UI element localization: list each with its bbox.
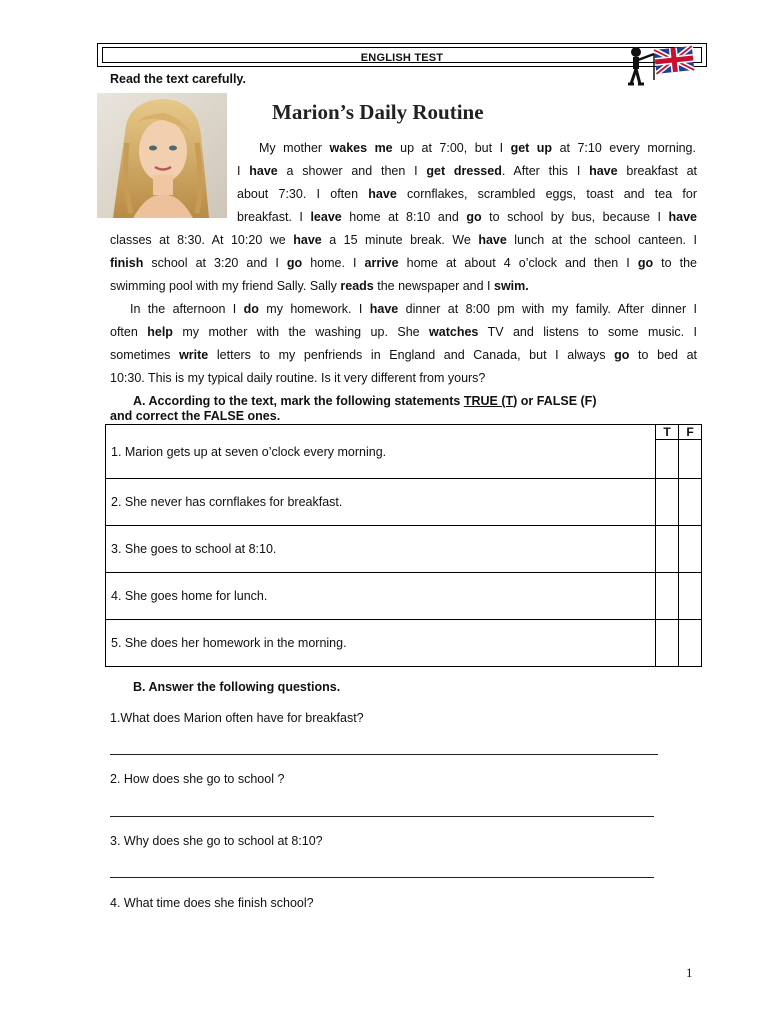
stick-figure-with-uk-flag-icon [624,44,696,90]
reading-line [110,367,485,390]
text-segment: up at 7:00, but I [392,141,511,155]
reading-title: Marion’s Daily Routine [272,100,484,124]
bold-verb: swim. [494,279,529,293]
reading-line [259,137,696,160]
text-segment: sometimes [110,348,180,362]
bold-verb: have [368,187,397,201]
question-1: 1.What does Marion often have for breakfast? [110,711,364,725]
text-segment: home. I [302,256,365,270]
text-segment: dinner at 8:00 pm with my family. After dinner I [398,302,697,316]
bold-verb: leave [310,210,342,224]
bold-verb: write [179,348,209,362]
text-segment: to bed at [629,348,698,362]
reading-line [110,275,529,298]
bold-verb: do [243,302,259,316]
answer-box-true[interactable] [656,526,679,573]
reading-line [130,298,697,321]
text-segment: . After this I [501,164,590,178]
bold-verb: have [589,164,618,178]
text-segment: swimming pool with my friend Sally. Sally [110,279,341,293]
reading-line [237,160,697,183]
statement-cell: 1. Marion gets up at seven o’clock every morning. [106,425,656,479]
bold-verb: have [249,164,278,178]
bold-verb: have [668,210,697,224]
question-2: 2. How does she go to school ? [110,772,285,786]
statement-cell: 3. She goes to school at 8:10. [106,526,656,573]
answer-box-false[interactable] [679,573,702,620]
text-segment: TV and listens to some music. I [478,325,697,339]
statement-cell: 5. She does her homework in the morning. [106,620,656,667]
header-title: ENGLISH TEST [360,52,444,64]
answer-box-true[interactable] [656,440,679,479]
text-segment: my homework. I [258,302,370,316]
bold-verb: wakes me [329,141,393,155]
section-b-heading: B. Answer the following questions. [133,680,341,694]
reading-line [237,206,697,229]
text-segment: home at 8:10 and [341,210,467,224]
text-segment: 10:30. This is my typical daily routine. Is it very different from yours? [110,371,486,385]
text-segment: a shower and then I [277,164,427,178]
bold-verb: have [478,233,507,247]
text-segment: lunch at the school canteen. I [506,233,697,247]
bold-verb: reads [340,279,374,293]
text-segment: often [110,325,148,339]
answer-box-true[interactable] [656,620,679,667]
question-3: 3. Why does she go to school at 8:10? [110,834,323,848]
text-segment: about 7:30. I often [237,187,369,201]
text-segment: to school by bus, because I [481,210,669,224]
section-a-heading-line2: and correct the FALSE ones. [110,409,281,423]
text-segment: I [237,164,250,178]
answer-box-false[interactable] [679,620,702,667]
answer-line-2[interactable] [110,816,654,817]
text-segment: In the afternoon I [130,302,244,316]
answer-box-false[interactable] [679,526,702,573]
bold-verb: have [369,302,399,316]
text-segment: home at about 4 o’clock and then I [398,256,638,270]
reading-line [110,252,697,275]
answer-box-false[interactable] [679,440,702,479]
bold-verb: watches [429,325,479,339]
text-segment: breakfast at [617,164,697,178]
bold-verb: get dressed [426,164,502,178]
header-box [97,43,707,67]
text-segment: a 15 minute break. We [321,233,479,247]
statement-cell: 2. She never has cornflakes for breakfast. [106,479,656,526]
answer-line-1[interactable] [110,754,658,755]
text-segment: cornflakes, scrambled eggs, toast and tea for [396,187,697,201]
text-segment: at 7:10 every morning. [552,141,696,155]
bold-verb: go [637,256,654,270]
girl-portrait-photo [97,93,227,218]
bold-verb: arrive [364,256,399,270]
true-false-table [105,424,702,667]
reading-line [110,344,697,367]
section-a-heading-line1: A. According to the text, mark the following statements TRUE (T) or FALSE (F) [133,394,597,408]
bold-verb: have [293,233,322,247]
statement-cell: 4. She goes home for lunch. [106,573,656,620]
answer-box-true[interactable] [656,479,679,526]
bold-verb: go [286,256,303,270]
page-number: 1 [686,965,693,980]
answer-line-3[interactable] [110,877,654,878]
answer-box-false[interactable] [679,479,702,526]
text-segment: school at 3:20 and I [143,256,287,270]
bold-verb: go [466,210,482,224]
reading-line [110,321,697,344]
column-header-true: T [656,425,679,440]
text-segment: letters to my penfriends in England and Canada, but I always [208,348,615,362]
bold-verb: finish [110,256,144,270]
instruction: Read the text carefully. [110,72,246,86]
bold-verb: get up [510,141,553,155]
header-inner-border [102,47,702,63]
bold-verb: go [614,348,630,362]
text-segment: my mother with the washing up. She [172,325,430,339]
text-segment: breakfast. I [237,210,311,224]
column-header-false: F [679,425,702,440]
reading-line [110,229,697,252]
text-segment: the newspaper and I [373,279,494,293]
text-segment: classes at 8:30. At 10:20 we [110,233,294,247]
text-segment: My mother [259,141,330,155]
question-4: 4. What time does she finish school? [110,896,314,910]
bold-verb: help [147,325,173,339]
answer-box-true[interactable] [656,573,679,620]
reading-line [237,183,697,206]
text-segment: to the [653,256,698,270]
